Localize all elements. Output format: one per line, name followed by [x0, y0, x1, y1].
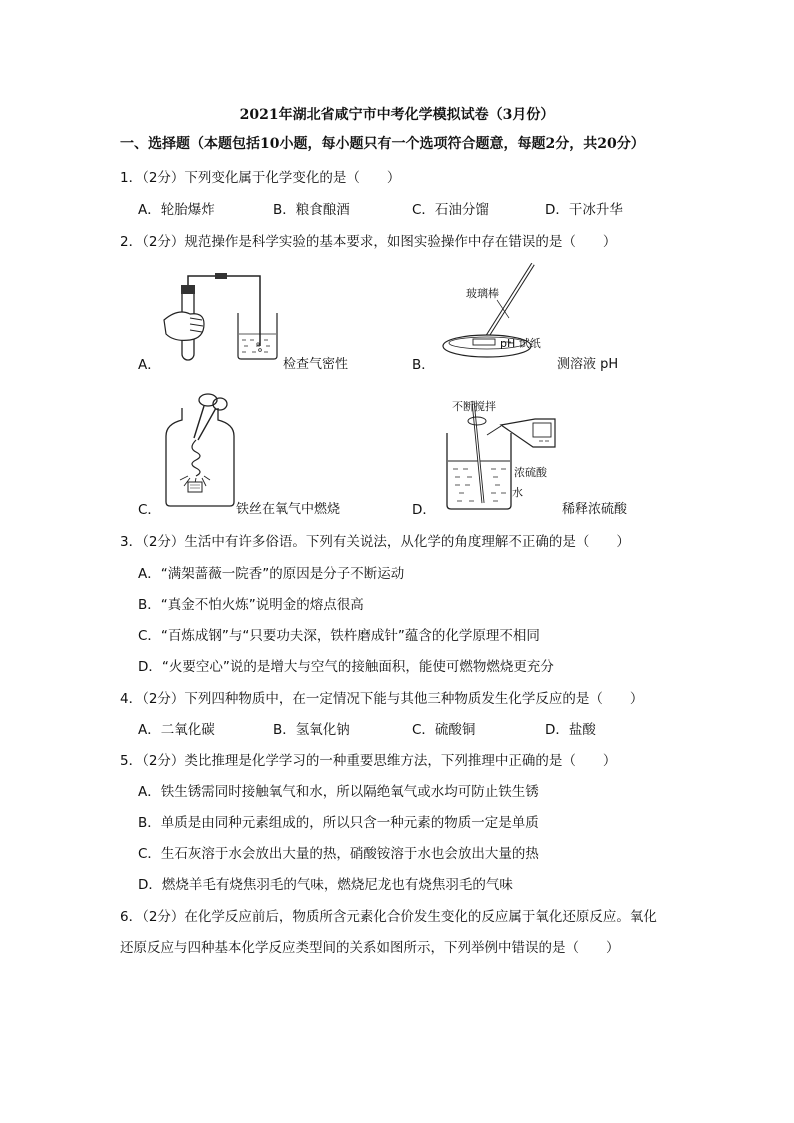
q3-option-c: C．“百炼成钢”与“只要功夫深，铁杵磨成针”蕴含的化学原理不相同	[138, 628, 540, 644]
q4-option-b: B．氢氧化钠	[273, 722, 350, 738]
question-5-stem: 5．（2分）类比推理是化学学习的一种重要思维方法，下列推理中正确的是（ ）	[120, 753, 617, 769]
question-2-stem: 2．（2分）规范操作是科学实验的基本要求，如图实验操作中存在错误的是（ ）	[120, 234, 617, 250]
q3-option-b: B．“真金不怕火炼”说明金的熔点很高	[138, 597, 364, 613]
q4-option-d: D．盐酸	[545, 722, 596, 738]
q2-option-d-letter: D．	[412, 502, 436, 518]
q3-option-d: D．“火要空心”说的是增大与空气的接触面积，能使可燃物燃烧更充分	[138, 659, 554, 675]
q2-option-b-caption: 测溶液 pH	[557, 357, 619, 372]
water-label: 水	[512, 486, 523, 499]
q5-option-a: A．铁生锈需同时接触氧气和水，所以隔绝氧气或水均可防止铁生锈	[138, 784, 539, 800]
iron-wire-combustion-figure	[160, 390, 240, 515]
page-title: 2021年湖北省咸宁市中考化学模拟试卷（3月份）	[239, 107, 555, 123]
q5-option-d: D．燃烧羊毛有烧焦羽毛的气味，燃烧尼龙也有烧焦羽毛的气味	[138, 877, 513, 893]
q2-option-c-letter: C．	[138, 502, 161, 518]
question-6-stem-line2: 还原反应与四种基本化学反应类型间的关系如图所示，下列举例中错误的是（ ）	[120, 940, 620, 956]
question-1-stem: 1．（2分）下列变化属于化学变化的是（ ）	[120, 170, 401, 186]
q3-option-a: A．“满架蔷薇一院香”的原因是分子不断运动	[138, 566, 405, 582]
question-3-stem: 3．（2分）生活中有许多俗语。下列有关说法，从化学的角度理解不正确的是（ ）	[120, 534, 630, 550]
q2-option-d-caption: 稀释浓硫酸	[562, 502, 628, 517]
q1-option-b: B．粮食酿酒	[273, 202, 350, 218]
q1-option-d: D．干冰升华	[545, 202, 623, 218]
acid-label: 浓硫酸	[514, 466, 547, 479]
q2-option-a-caption: 检查气密性	[283, 357, 349, 372]
q1-option-c: C．石油分馏	[412, 202, 489, 218]
glass-rod-label: 玻璃棒	[466, 287, 499, 300]
question-4-stem: 4．（2分）下列四种物质中，在一定情况下能与其他三种物质发生化学反应的是（ ）	[120, 691, 644, 707]
ph-paper-label: pH 试纸	[500, 337, 541, 350]
q1-option-a: A．轮胎爆炸	[138, 202, 215, 218]
section-heading: 一、选择题（本题包括10小题，每小题只有一个选项符合题意，每题2分，共20分）	[120, 136, 645, 152]
q2-option-b-letter: B．	[412, 357, 435, 373]
q2-option-c-caption: 铁丝在氧气中燃烧	[236, 502, 341, 517]
q4-option-a: A．二氧化碳	[138, 722, 215, 738]
airtightness-apparatus-figure	[160, 268, 280, 368]
question-6-stem-line1: 6．（2分）在化学反应前后，物质所含元素化合价发生变化的反应属于氧化还原反应。氧化	[120, 909, 657, 925]
q5-option-c: C．生石灰溶于水会放出大量的热，硝酸铵溶于水也会放出大量的热	[138, 846, 539, 862]
stir-label: 不断搅拌	[452, 400, 496, 413]
q4-option-c: C．硫酸铜	[412, 722, 476, 738]
q5-option-b: B．单质是由同种元素组成的，所以只含一种元素的物质一定是单质	[138, 815, 539, 831]
ph-test-figure	[435, 260, 545, 370]
q2-option-a-letter: A．	[138, 357, 161, 373]
